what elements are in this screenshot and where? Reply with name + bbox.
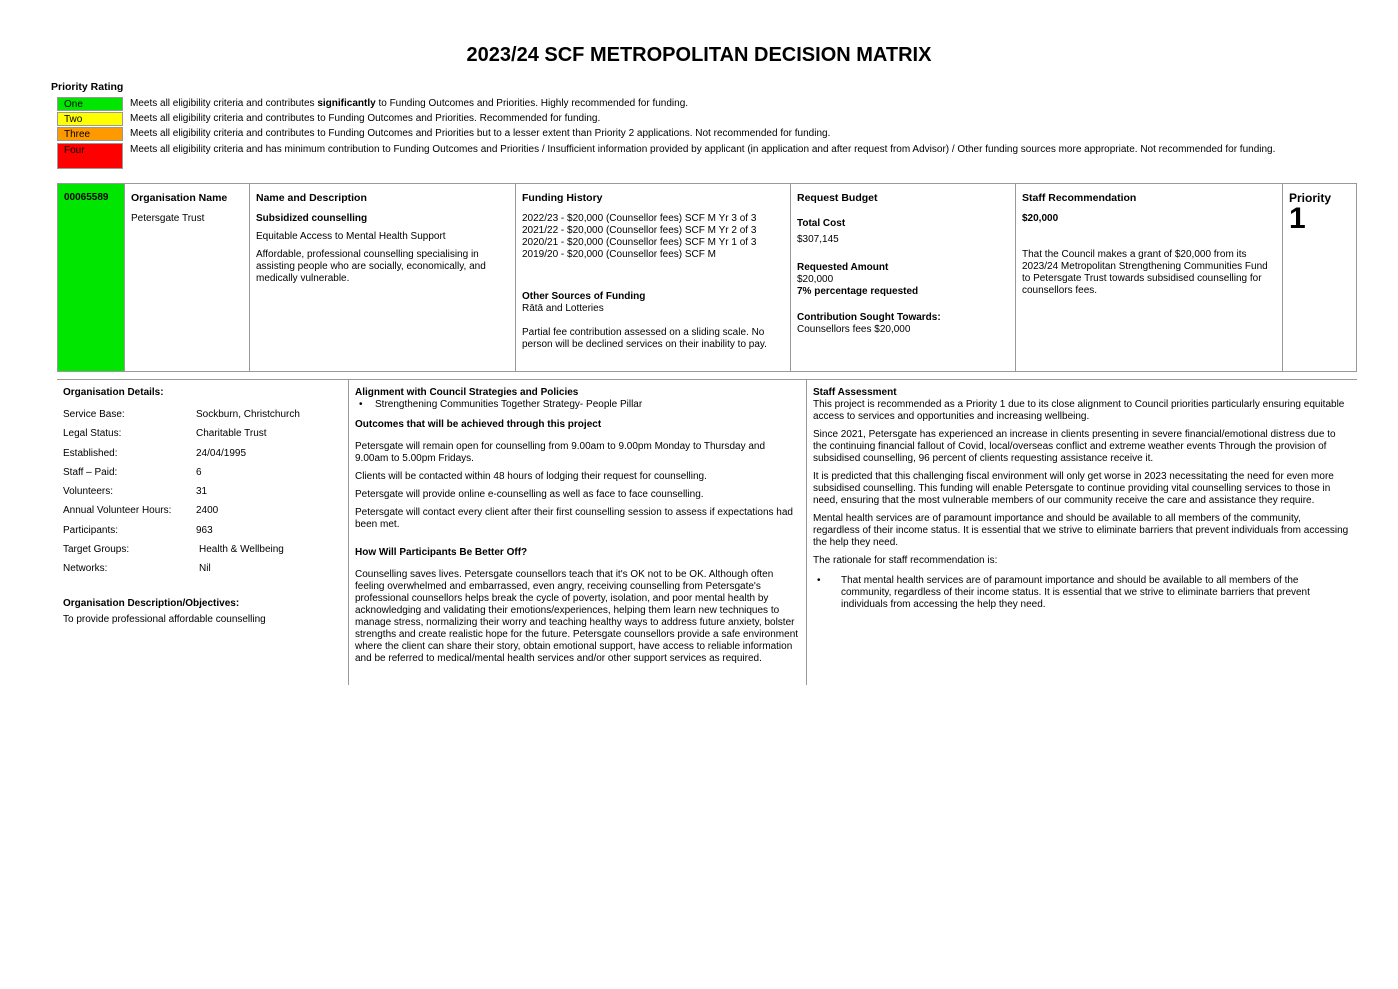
- budget-heading: Request Budget: [797, 192, 878, 204]
- org-description: To provide professional affordable counselling: [63, 614, 266, 625]
- funding-history-heading: Funding History: [522, 192, 603, 204]
- better-off-text: Counselling saves lives. Petersgate counsellors teach that it's OK not to be OK. Although often feeling overwhelmed and embarrassed, even angry, receiving counselling from Petersgate's professional counsellors helps break the cycle of poverty, isolation, and poor mental health by acknowledging and validating their emotions/experiences, helping them learn new techniques to manage stress, normalizing their worry and teaching healthy ways to address future anxiety, bolster strengths and create realistic hope for the future. Petersgate counsellors provide a safe environment where the client can share their story, obtain emotional support, have access to reliable information and be referred to medical/mental health services and/or other support services as required.: [355, 569, 799, 664]
- application-id-cell: [58, 184, 125, 371]
- priority-rating-heading: Priority Rating: [51, 81, 124, 93]
- outcome-item: Petersgate will contact every client after their first counselling session to assess if expectations had been met.: [355, 507, 793, 530]
- section-divider: [57, 379, 1357, 380]
- funding-history-line: 2022/23 - $20,000 (Counsellor fees) SCF M Yr 3 of 3: [522, 213, 757, 224]
- assessment-paragraph: The rationale for staff recommendation is:: [813, 555, 998, 566]
- project-subtitle: Equitable Access to Mental Health Support: [256, 231, 446, 242]
- organisation-name: Petersgate Trust: [131, 213, 205, 224]
- column-divider: [806, 380, 807, 685]
- recommendation-heading: Staff Recommendation: [1022, 192, 1137, 204]
- alignment-section: [355, 387, 801, 665]
- recommendation-amount: $20,000: [1022, 213, 1059, 224]
- alignment-heading: Alignment with Council Strategies and Policies: [355, 387, 579, 398]
- project-cell: [250, 184, 516, 371]
- priority-swatch-four: Four: [57, 143, 123, 169]
- outcome-item: Clients will be contacted within 48 hours of lodging their request for counselling.: [355, 471, 707, 482]
- funding-history-cell: [516, 184, 791, 371]
- alignment-bullet: • Strengthening Communities Together Strategy- People Pillar: [355, 399, 801, 411]
- other-funding-heading: Other Sources of Funding: [522, 291, 646, 302]
- priority-text-two: Meets all eligibility criteria and contributes to Funding Outcomes and Priorities. Recommended for funding.: [130, 113, 601, 124]
- project-description: Affordable, professional counselling specialising in assisting people who are socially, economically, and medically vulnerable.: [256, 249, 486, 284]
- staff-assessment-section: [813, 387, 1350, 611]
- priority-swatch-one: One: [57, 97, 123, 111]
- recommendation-text: That the Council makes a grant of $20,000 from its 2023/24 Metropolitan Strengthening Communities Fund to Petersgate Trust towards subsidised counselling for counsellors fees.: [1022, 249, 1268, 296]
- org-description-heading: Organisation Description/Objectives:: [63, 598, 240, 609]
- assessment-heading: Staff Assessment: [813, 387, 897, 398]
- organisation-details: Organisation Details: Service Base: Sockburn, Christchurch Legal Status: Charitable Trust Established: 24/04/1995 Staff – Paid: 6 Volunteers: 31 Annual Volunteer Hours: 2400 Participants: 963 Target Groups: Health & Wellbeing Networks: Nil Organisation Description/Objectives: To provide professional affordable counselling: [63, 387, 343, 647]
- priority-text-one: Meets all eligibility criteria and contributes significantly to Funding Outcomes and Priorities. Highly recommended for funding.: [130, 98, 689, 109]
- funding-history-line: 2020/21 - $20,000 (Counsellor fees) SCF M Yr 1 of 3: [522, 237, 757, 248]
- priority-cell: [1283, 184, 1356, 371]
- application-summary-table: [57, 183, 1357, 372]
- funding-note: Partial fee contribution assessed on a sliding scale. No person will be declined services on their inability to pay.: [522, 327, 767, 350]
- priority-value: 1: [1289, 202, 1306, 235]
- project-name: Subsidized counselling: [256, 213, 368, 224]
- priority-text-three: Meets all eligibility criteria and contributes to Funding Outcomes and Priorities but to a lesser extent than Priority 2 applications. Not recommended for funding.: [130, 128, 831, 139]
- project-heading: Name and Description: [256, 192, 367, 204]
- outcome-item: Petersgate will provide online e-counselling as well as face to face counselling.: [355, 489, 704, 500]
- budget-cell: [791, 184, 1016, 371]
- outcome-item: Petersgate will remain open for counselling from 9.00am to 9.00pm Monday to Thursday and 9.00am to 5.00pm Fridays.: [355, 441, 766, 464]
- total-cost-label: Total Cost: [797, 218, 846, 229]
- priority-swatch-three: Three: [57, 127, 123, 141]
- assessment-paragraph: Since 2021, Petersgate has experienced an increase in clients presenting in severe financial/emotional distress due to the continuing financial fallout of Covid, local/overseas conflict and extreme weather events Through the provision of subsidised counselling, 96 percent of clients requesting assistance receive it.: [813, 429, 1336, 464]
- percentage-requested: 7% percentage requested: [797, 286, 919, 297]
- assessment-bullet: • That mental health services are of paramount importance and should be available to all members of the community, regardless of their income status. It is essential that we strive to eliminate barriers that prevent individuals from accessing the help they need.: [813, 575, 1350, 611]
- column-divider: [348, 380, 349, 685]
- better-off-heading: How Will Participants Be Better Off?: [355, 547, 528, 558]
- contribution-label: Contribution Sought Towards:: [797, 312, 941, 323]
- org-details-heading: Organisation Details:: [63, 387, 164, 398]
- assessment-paragraph: It is predicted that this challenging fiscal environment will only get worse in 2023 necessitating the need for even more subsidised counselling. This funding will enable Petersgate to continue providing vital counselling services to those in need, ensuring that the most vulnerable members of our community receive the care and assistance they require.: [813, 471, 1334, 506]
- other-funding-value: Rātā and Lotteries: [522, 303, 604, 314]
- funding-history-line: 2019/20 - $20,000 (Counsellor fees) SCF M: [522, 249, 716, 260]
- requested-value: $20,000: [797, 274, 834, 285]
- recommendation-cell: [1016, 184, 1283, 371]
- funding-history-line: 2021/22 - $20,000 (Counsellor fees) SCF M Yr 2 of 3: [522, 225, 757, 236]
- organisation-cell: [125, 184, 250, 371]
- application-id: 00065589: [64, 192, 109, 203]
- contribution-value: Counsellors fees $20,000: [797, 324, 911, 335]
- outcomes-heading: Outcomes that will be achieved through this project: [355, 419, 602, 430]
- organisation-heading: Organisation Name: [131, 192, 228, 204]
- assessment-paragraph: Mental health services are of paramount importance and should be available to all members of the community, regardless of their income status. It is essential that we strive to eliminate barriers that prevent individuals from accessing the help they need.: [813, 513, 1349, 548]
- priority-swatch-two: Two: [57, 112, 123, 126]
- total-cost-value: $307,145: [797, 234, 839, 245]
- priority-text-four: Meets all eligibility criteria and has minimum contribution to Funding Outcomes and Priorities / Insufficient information provided by applicant (in application and after request from Advisor) / Other funding sources more appropriate. Not recommended for funding.: [130, 144, 1276, 155]
- assessment-paragraph: This project is recommended as a Priority 1 due to its close alignment to Council priorities particularly ensuring equitable access to services and opportunities and increasing wellbeing.: [813, 399, 1345, 422]
- priority-heading: Priority: [1289, 191, 1332, 205]
- page-title: 2023/24 SCF METROPOLITAN DECISION MATRIX: [466, 44, 932, 66]
- requested-label: Requested Amount: [797, 262, 889, 273]
